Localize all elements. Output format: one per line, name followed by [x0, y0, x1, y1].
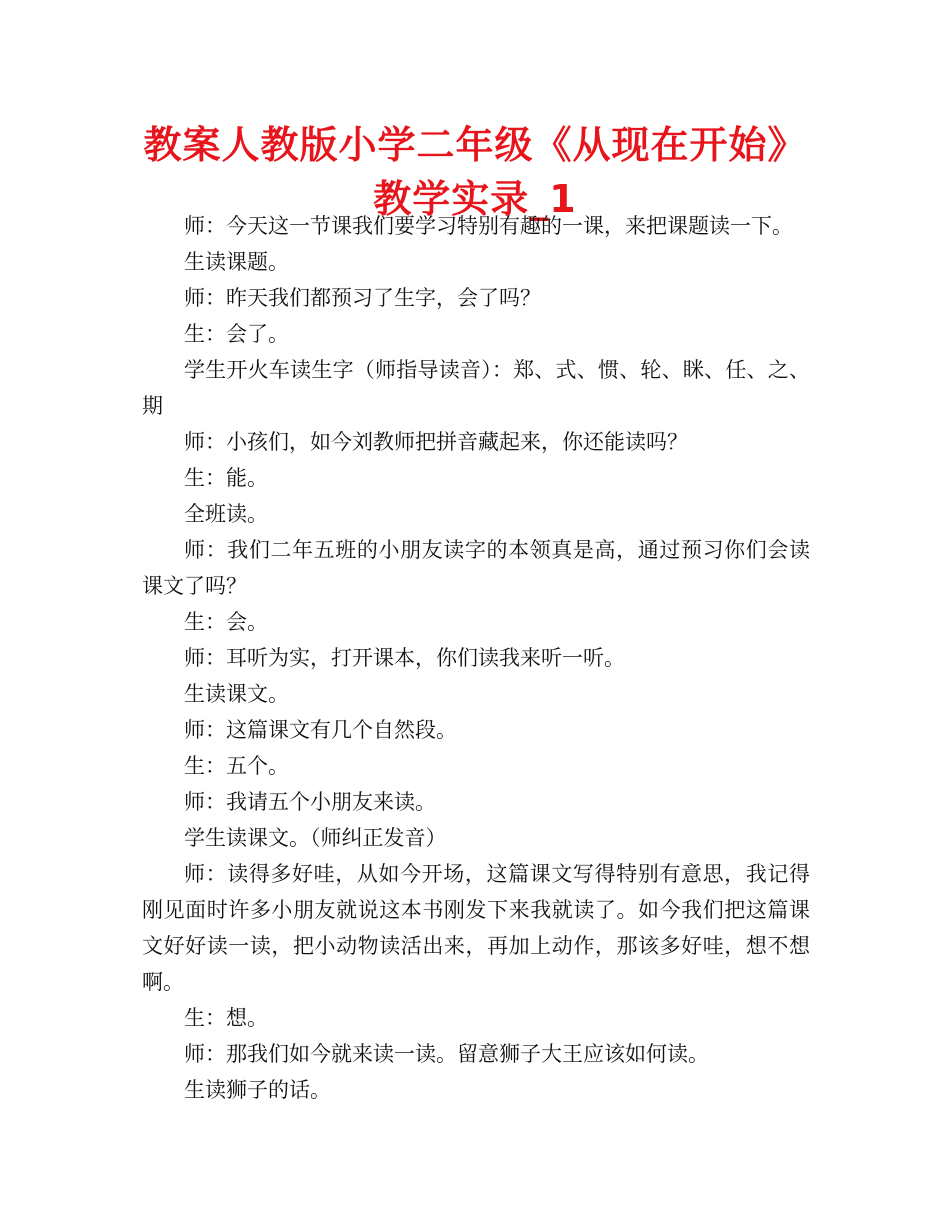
paragraph: 师：那我们如今就来读一读。留意狮子大王应该如何读。	[184, 1042, 709, 1066]
paragraph: 生：会。	[184, 610, 268, 634]
paragraph: 师：我请五个小朋友来读。	[184, 790, 436, 814]
paragraph: 生读狮子的话。	[184, 1078, 331, 1102]
paragraph: 师：今天这一节课我们要学习特别有趣的一课，来把课题读一下。	[184, 214, 793, 238]
paragraph: 生：想。	[184, 1006, 268, 1030]
paragraph: 师：小孩们，如今刘教师把拼音藏起来，你还能读吗？	[184, 430, 688, 454]
paragraph: 师：这篇课文有几个自然段。	[184, 718, 457, 742]
paragraph: 生：五个。	[184, 754, 289, 778]
paragraph: 学生开火车读生字（师指导读音）：郑、式、惯、轮、眯、任、之、期	[142, 358, 810, 418]
paragraph: 生读课题。	[184, 250, 289, 274]
paragraph: 师：耳听为实，打开课本，你们读我来听一听。	[184, 646, 625, 670]
document-body	[142, 208, 810, 1108]
paragraph: 生：会了。	[184, 322, 289, 346]
paragraph: 生：能。	[184, 466, 268, 490]
paragraph: 师：我们二年五班的小朋友读字的本领真是高，通过预习你们会读课文了吗？	[142, 538, 810, 598]
paragraph: 师：读得多好哇，从如今开场，这篇课文写得特别有意思，我记得刚见面时许多小朋友就说这本书刚发下来我就读了。如今我们把这篇课文好好读一读，把小动物读活出来，再加上动作，那该多好哇，想不想啊。	[142, 862, 810, 994]
paragraph: 全班读。	[184, 502, 268, 526]
document-title: 教案人教版小学二年级《从现在开始》教学实录_1	[143, 123, 807, 221]
paragraph: 学生读课文。（师纠正发音）	[184, 826, 447, 850]
paragraph: 生读课文。	[184, 682, 289, 706]
paragraph: 师：昨天我们都预习了生字，会了吗？	[184, 286, 541, 310]
